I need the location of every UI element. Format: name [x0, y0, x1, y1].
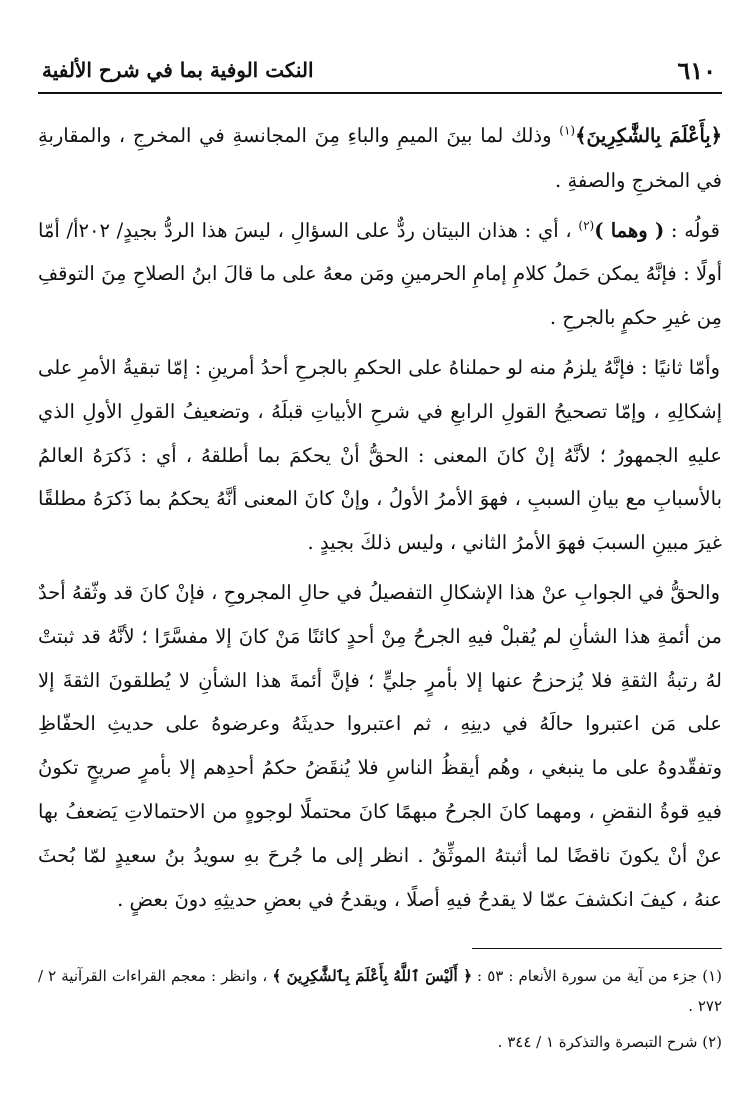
footnote-2	[38, 1027, 722, 1057]
footnotes	[38, 948, 722, 1063]
paragraph-2	[38, 209, 722, 340]
footnote-1-quran: ﴿ أَلَيْسَ ٱللَّهُ بِأَعْلَمَ بِٱلشَّٰكِرِينَ ﴾	[272, 967, 472, 985]
paragraph-1-text: وذلك لما بينَ الميمِ والباءِ مِنَ المجانسةِ في المخرجِ ، والمقاربةِ في المخرجِ والصفةِ .	[38, 124, 722, 192]
paragraph-2-lead: قولُه :	[664, 218, 721, 242]
quran-open-bracket: ﴿	[710, 124, 722, 147]
footnote-2-before: (٢) شرح التبصرة والتذكرة ١ / ٣٤٤ .	[497, 1033, 722, 1051]
lemma: ( وهما )	[594, 218, 665, 242]
footnote-rule-wrap	[38, 948, 722, 961]
paragraph-3-text: وأمّا ثانيًا : فإنَّهُ يلزمُ منه لو حملناهُ على الحكمِ بالجرحِ أحدُ أمرينِ : إمّا تبقيةُ الأمرِ على إشكالِهِ ، وإمّا تصحيحُ القولِ الرابعِ في شرحِ الأبياتِ قبلَهُ ، وتضعيفُ القولِ الأولِ الذي عليهِ الجمهورُ ؛ لأنَّهُ إنْ كانَ المعنى : الحقُّ أنْ يحكمَ بما أطلقهُ ، أي : ذَكرَهُ العالمُ بالأسبابِ مع بيانِ السببِ ، فهوَ الأمرُ الأولُ ، وإنْ كانَ المعنى أنَّهُ يحكمُ بما ذَكرَهُ مطلقًا غيرَ مبينِ السببَ فهوَ الأمرُ الثاني ، وليس ذلكَ بجيدٍ .	[38, 355, 722, 555]
footnote-1-after: ، وانظر : معجم القراءات القرآنية ٢ / ٢٧٢ .	[38, 967, 722, 1015]
running-title: النكت الوفية بما في شرح الألفية	[42, 58, 314, 82]
quran-phrase: بِأَعْلَمَ بِالشَّٰكِرِينَ	[586, 125, 711, 147]
footnote-separator	[472, 948, 722, 949]
paragraph-2-text: ، أي : هذان البيتان ردٌّ على السؤالِ ، ليسَ هذا الردُّ بجيدٍ/ ٢٠٢أ/ أمّا أولًا : فإنَّهُ يمكن حَملُ كلامِ إمامِ الحرمينِ ومَن معهُ على ما قالَ ابنُ الصلاحِ مِنَ التوقفِ مِن غيرِ حكمٍ بالجرحِ .	[38, 218, 722, 330]
paragraph-3	[38, 346, 722, 565]
page-header	[38, 40, 722, 94]
footnote-1	[38, 961, 722, 1021]
footnote-ref-1[interactable]: (١)	[559, 123, 576, 138]
footnote-1-before: (١) جزء من آية من سورة الأنعام : ٥٣ :	[471, 967, 723, 985]
page-number: ٦١٠	[677, 56, 716, 85]
paragraph-4-text: والحقُّ في الجوابِ عنْ هذا الإشكالِ التفصيلُ في حالِ المجروحِ ، فإنْ كانَ قد وثّقهُ أحدٌ من أئمةِ هذا الشأنِ لم يُقبلْ فيهِ الجرحُ مِنْ أحدٍ كائنًا مَنْ كانَ إلا مفسَّرًا ؛ لأنَّهُ قد ثبتتْ لهُ رتبةُ الثقةِ فلا يُزحزحُ عنها إلا بأمرٍ جليٍّ ؛ فإنَّ أئمةَ هذا الشأنِ لا يُطلقونَ الثقةَ إلا على مَن اعتبروا حالَهُ في دينِهِ ، ثم اعتبروا حديثَهُ وعرضوهُ على حديثِ الحفّاظِ وتفقّدوهُ على ما ينبغي ، وهُم أيقظُ الناسِ فلا يُنقَضُ حكمُ أحدِهم إلا بأمرٍ صريحٍ تكونُ فيهِ قوةُ النقضِ ، ومهما كانَ الجرحُ مبهمًا كانَ محتملًا لوجوهٍ من الاحتمالاتِ يَضعفُ بها عنْ أنْ يكونَ ناقضًا لما أثبتهُ الموثِّقُ . انظر إلى ما جُرحَ بهِ سويدُ بنُ سعيدٍ لمّا بُحثَ عنهُ ، كيفَ انكشفَ عمّا لا يقدحُ فيهِ أصلًا ، ويقدحُ في بعضِ حديثِهِ دونَ بعضٍ .	[38, 580, 722, 911]
footnote-ref-2[interactable]: (٢)	[578, 218, 595, 233]
document-page	[38, 40, 722, 1080]
quran-close-bracket: ﴾	[575, 124, 587, 147]
main-text	[38, 114, 722, 921]
paragraph-1	[38, 114, 722, 203]
paragraph-4	[38, 571, 722, 921]
